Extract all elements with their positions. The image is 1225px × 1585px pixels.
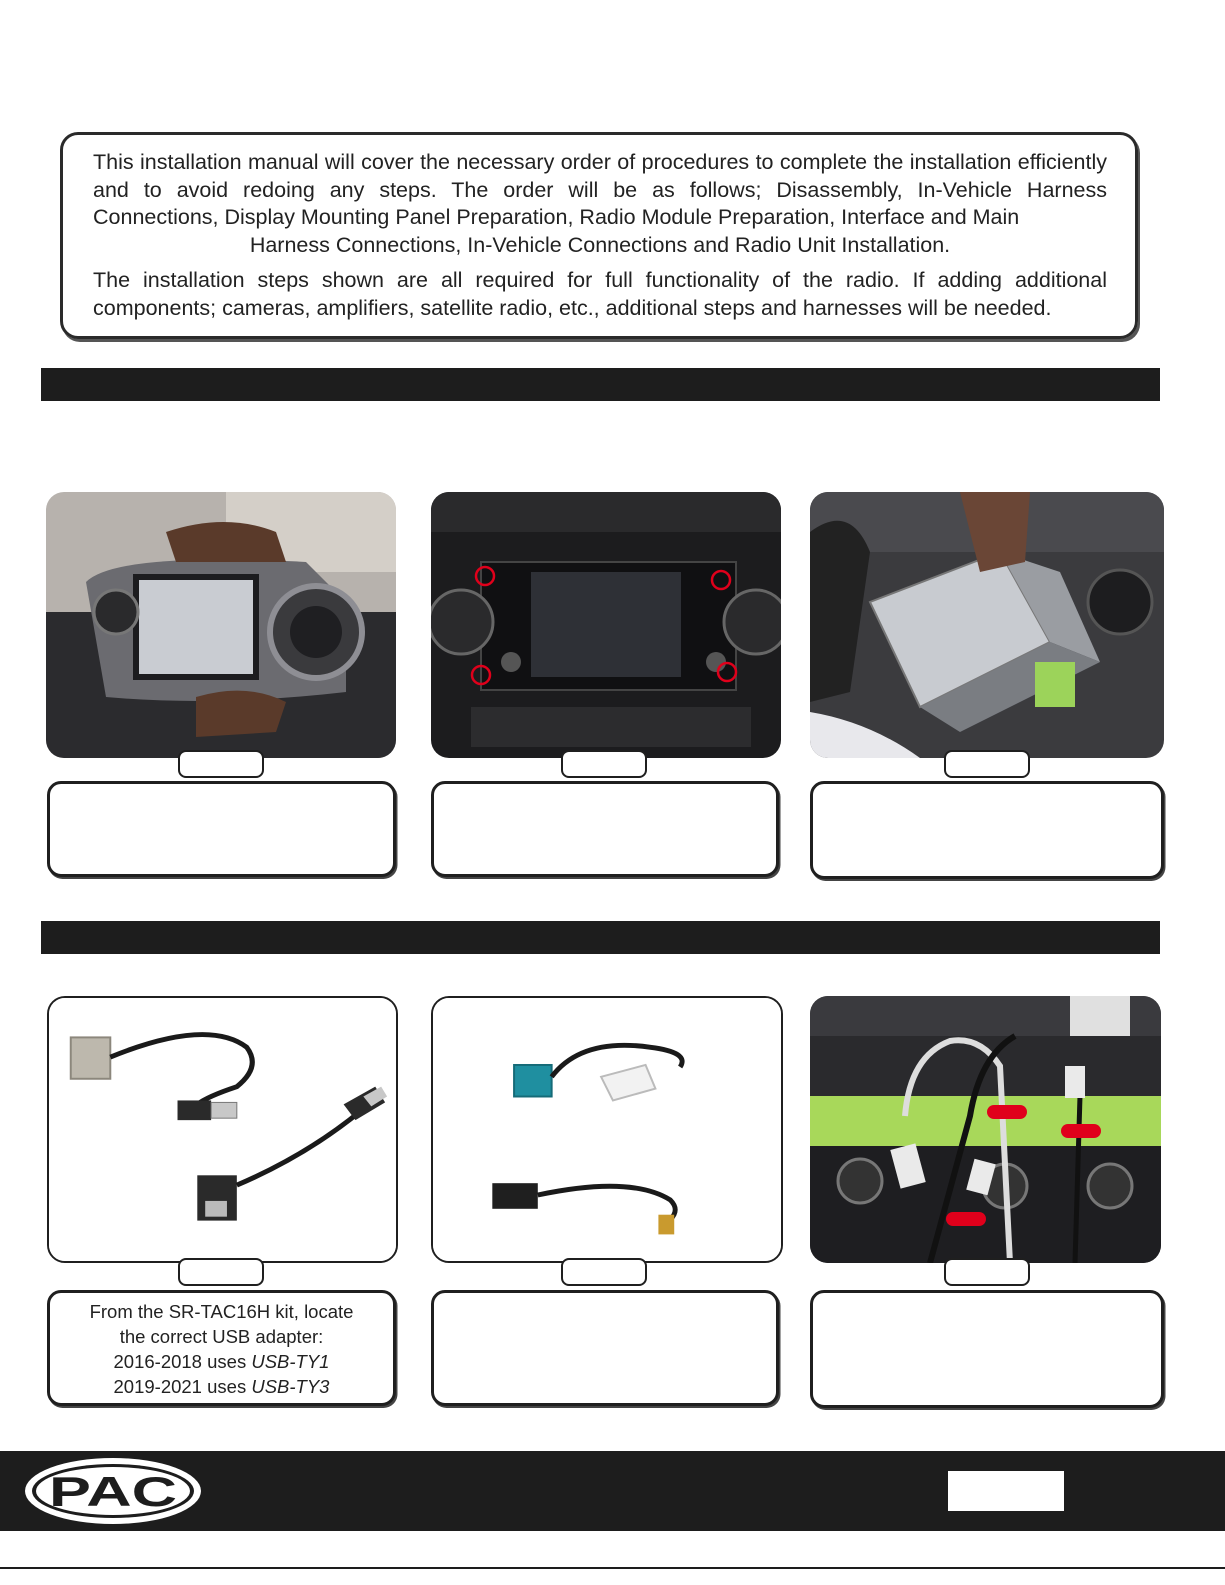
usb-caption-box — [47, 1290, 396, 1406]
section-header-bar-1 — [41, 368, 1160, 401]
figure-label-tab — [178, 1258, 264, 1286]
intro-box — [60, 132, 1138, 339]
intro-line: efficiently and to avoid redoing any steps. The order will be as follows; Disassembly, In-Vehicle Harness — [93, 150, 1107, 202]
step-caption-box — [810, 1290, 1164, 1408]
section-header-bar-2 — [41, 921, 1160, 954]
step-caption-box — [431, 781, 779, 877]
step-caption-box — [810, 781, 1164, 879]
figure-label-tab — [561, 750, 647, 778]
intro-line: Connections, Display Mounting Panel Preparation, Radio Module Preparation, Interface and Main — [93, 205, 1020, 229]
step-caption-box — [431, 1290, 779, 1406]
pac-logo — [22, 1456, 204, 1526]
figure-label-tab — [178, 750, 264, 778]
photo-remove-bezel — [46, 492, 396, 758]
step-caption-box — [47, 781, 396, 877]
bottom-rule — [0, 1567, 1225, 1569]
figure-label-tab — [944, 1258, 1030, 1286]
intro-line: components; cameras, amplifiers, satellite radio, etc., additional steps and harnesses will be needed. — [93, 295, 1052, 320]
photo-usb-adapters — [47, 996, 398, 1263]
intro-paragraph-1 — [93, 149, 1107, 259]
intro-paragraph-2 — [93, 267, 1107, 322]
intro-line: Harness Connections, In-Vehicle Connections and Radio Unit Installation. — [249, 232, 951, 257]
usb-caption-line: the correct USB adapter: — [119, 1326, 324, 1347]
photo-antenna-adapters — [431, 996, 783, 1263]
figure-label-tab — [561, 1258, 647, 1286]
figure-label-tab — [944, 750, 1030, 778]
usb-caption-line: 2016-2018 uses USB-TY1 — [113, 1351, 330, 1372]
photo-vehicle-connections — [810, 996, 1161, 1263]
photo-remove-radio — [810, 492, 1164, 758]
usb-caption-line: 2019-2021 uses USB-TY3 — [113, 1376, 330, 1397]
page-number-box — [948, 1471, 1064, 1511]
photo-radio-screws — [431, 492, 781, 758]
svg-text:PAC: PAC — [49, 1468, 177, 1515]
intro-line: The installation steps shown are all required for full functionality of the radio. If adding additional — [93, 268, 1107, 292]
intro-line: This installation manual will cover the necessary order of procedures to complete the installation — [93, 150, 1012, 174]
usb-caption-line: From the SR-TAC16H kit, locate — [89, 1301, 354, 1322]
